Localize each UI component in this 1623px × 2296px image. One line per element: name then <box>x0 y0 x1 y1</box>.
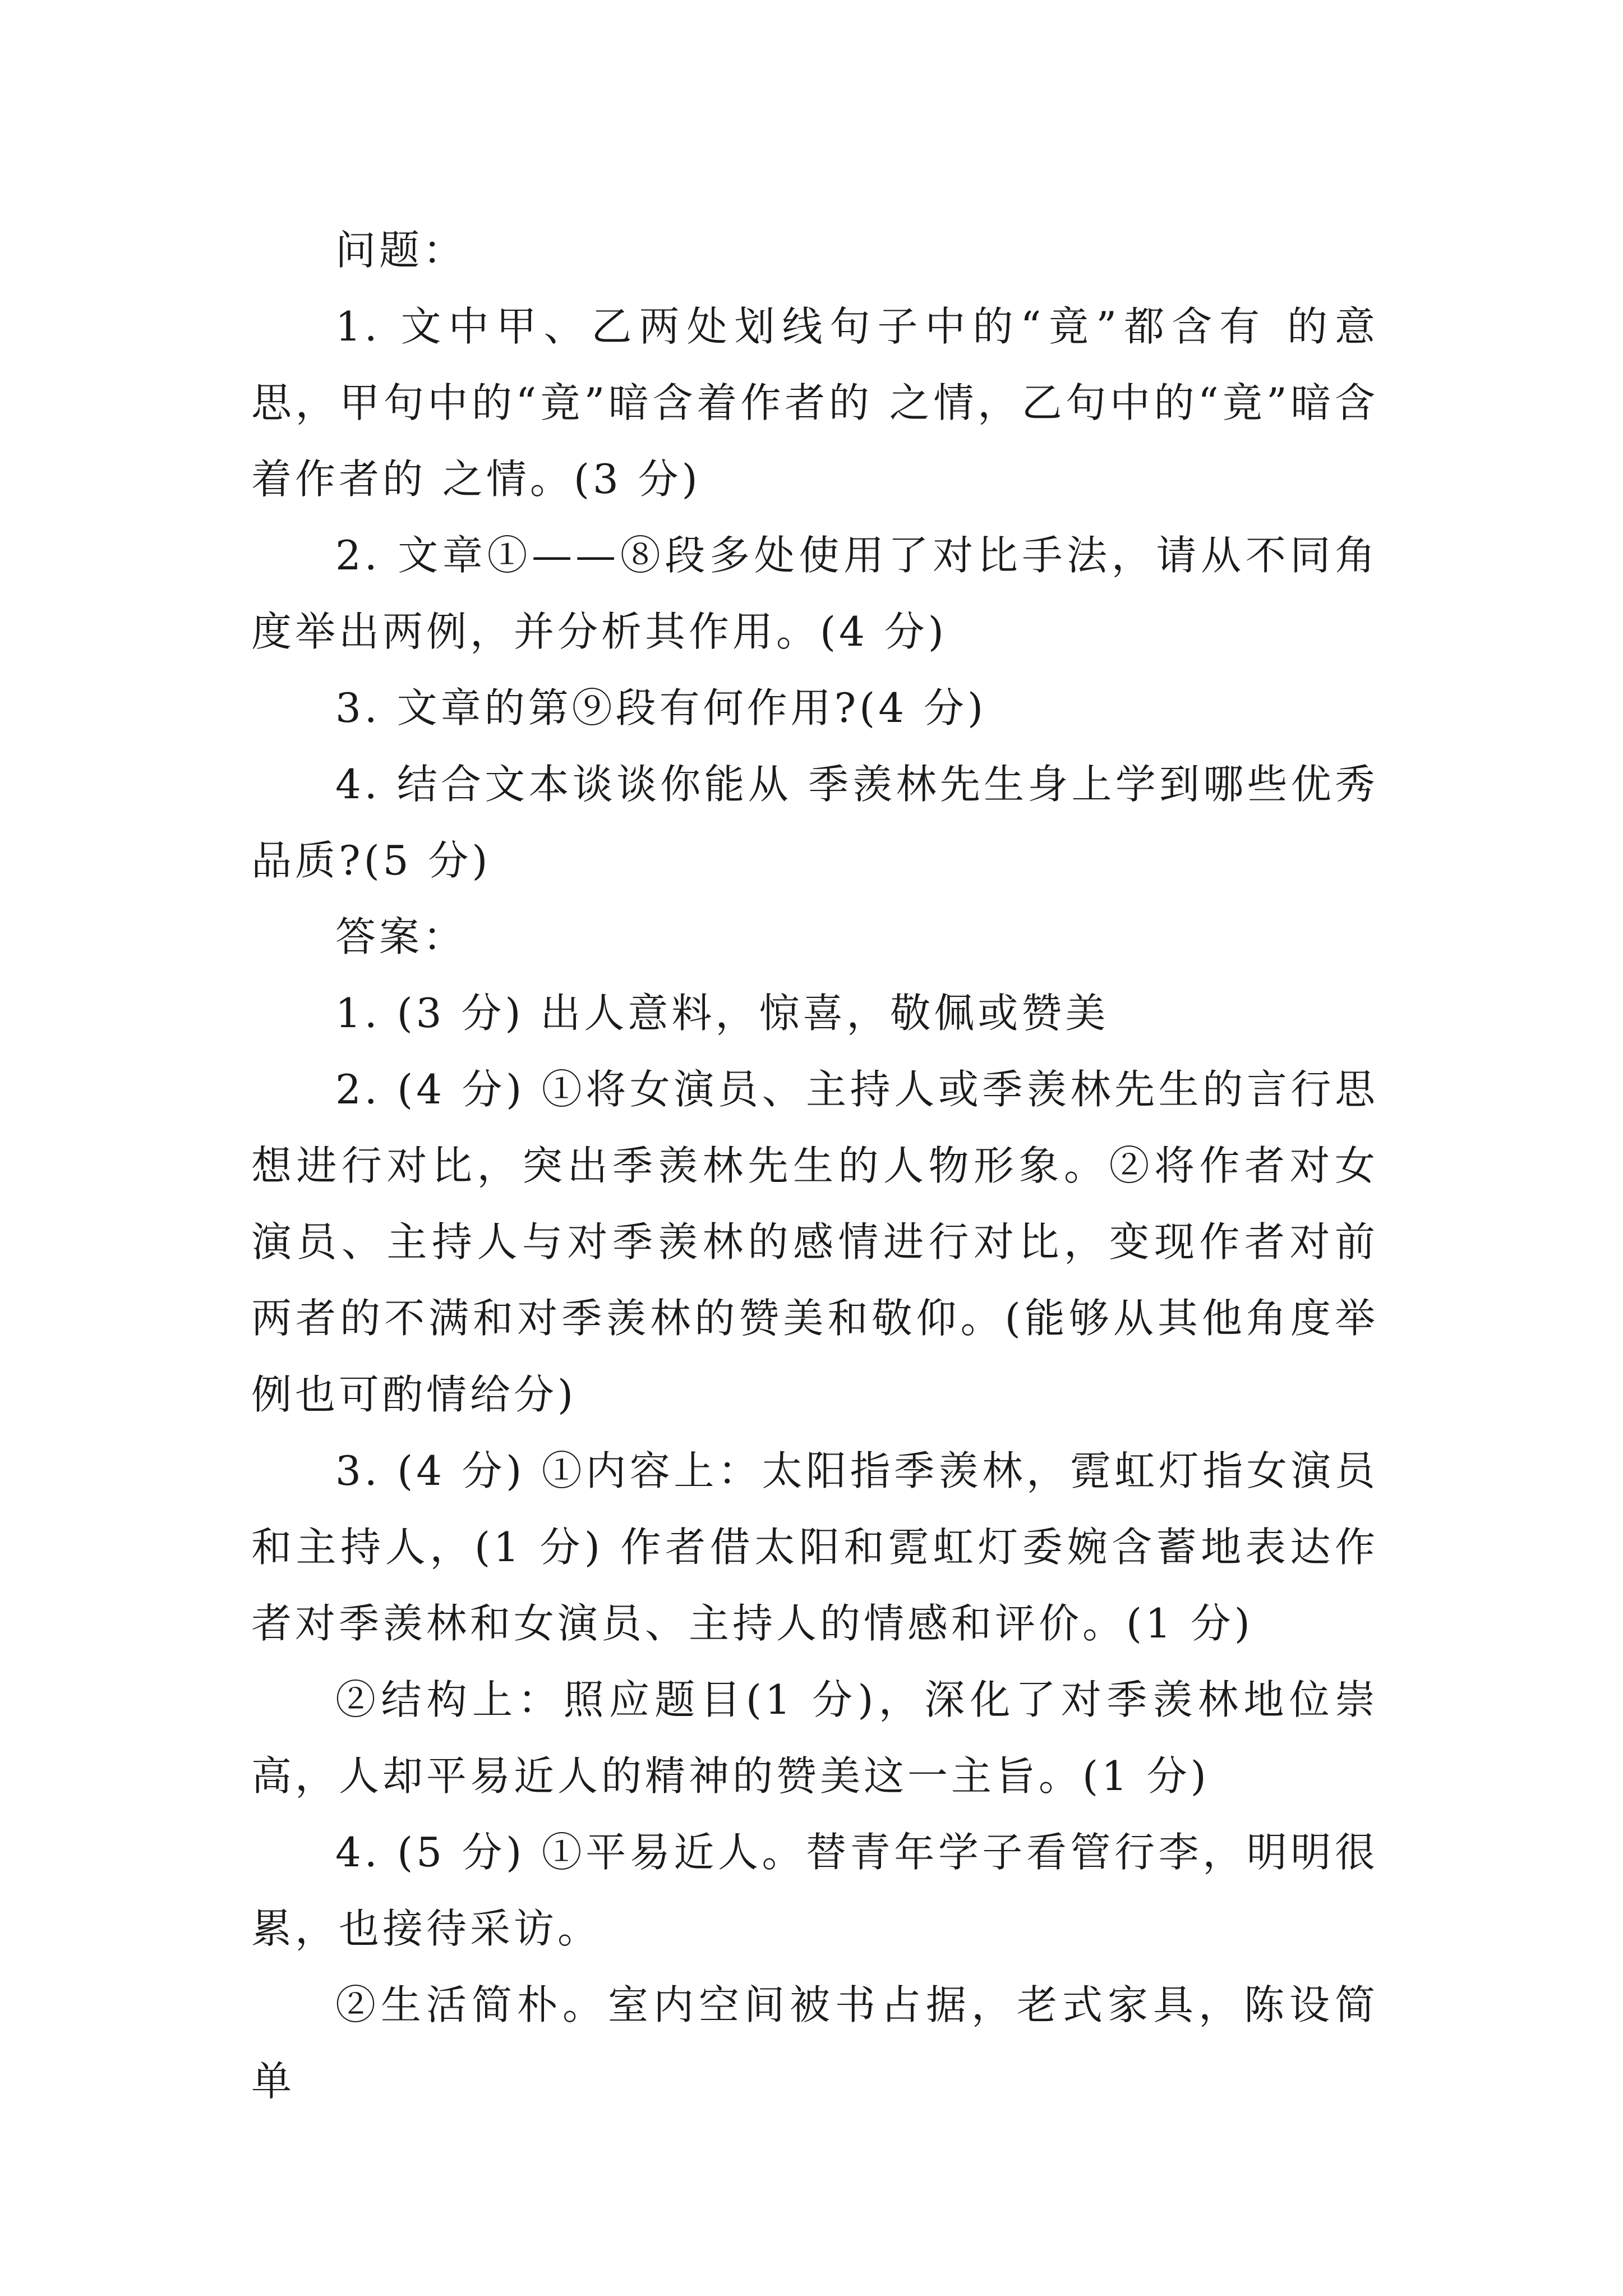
answer-3-structure: ②结构上：照应题目(1 分)，深化了对季羡林地位崇高，人却平易近人的精神的赞美这一主旨。(1 分) <box>251 1676 1378 1800</box>
answer-4-point-1: 4. (5 分) ①平易近人。替青年学子看管行李，明明很累，也接待采访。 <box>251 1829 1378 1952</box>
question-1: 1. 文中甲、乙两处划线句子中的“竟”都含有 的意思，甲句中的“竟”暗含着作者的 之情，乙句中的“竟”暗含着作者的 之情。(3 分) <box>251 303 1378 503</box>
question-3: 3. 文章的第⑨段有何作用?(4 分) <box>335 684 987 731</box>
answer-3-content: 3. (4 分) ①内容上：太阳指季羡林，霓虹灯指女演员 和主持人，(1 分) 作者借太阳和霓虹灯委婉含蓄地表达作者对季羡林和女演员、主持人的情感和评价。(1 分) <box>251 1447 1378 1647</box>
answer-1: 1. (3 分) 出人意料，惊喜，敬佩或赞美 <box>335 990 1109 1037</box>
answer-2: 2. (4 分) ①将女演员、主持人或季羡林先生的言行思想进行对比，突出季羡林先生的人物形象。②将作者对女演员、主持人与对季羡林的感情进行对比，变现作者对前两者的不满和对季羡林的赞美和敬仰。(能够从其他角度举例也可酌情给分) <box>251 1066 1378 1418</box>
question-2: 2. 文章①——⑧段多处使用了对比手法，请从不同角度举出两例，并分析其作用。(4 分) <box>251 532 1378 655</box>
answer-4-point-2: ②生活简朴。室内空间被书占据，老式家具，陈设简单 <box>251 1981 1378 2105</box>
questions-heading: 问题： <box>335 227 467 274</box>
answers-heading: 答案： <box>335 913 467 960</box>
question-4: 4. 结合文本谈谈你能从 季羡林先生身上学到哪些优秀品质?(5 分) <box>251 761 1378 884</box>
document-body <box>251 212 1378 2119</box>
